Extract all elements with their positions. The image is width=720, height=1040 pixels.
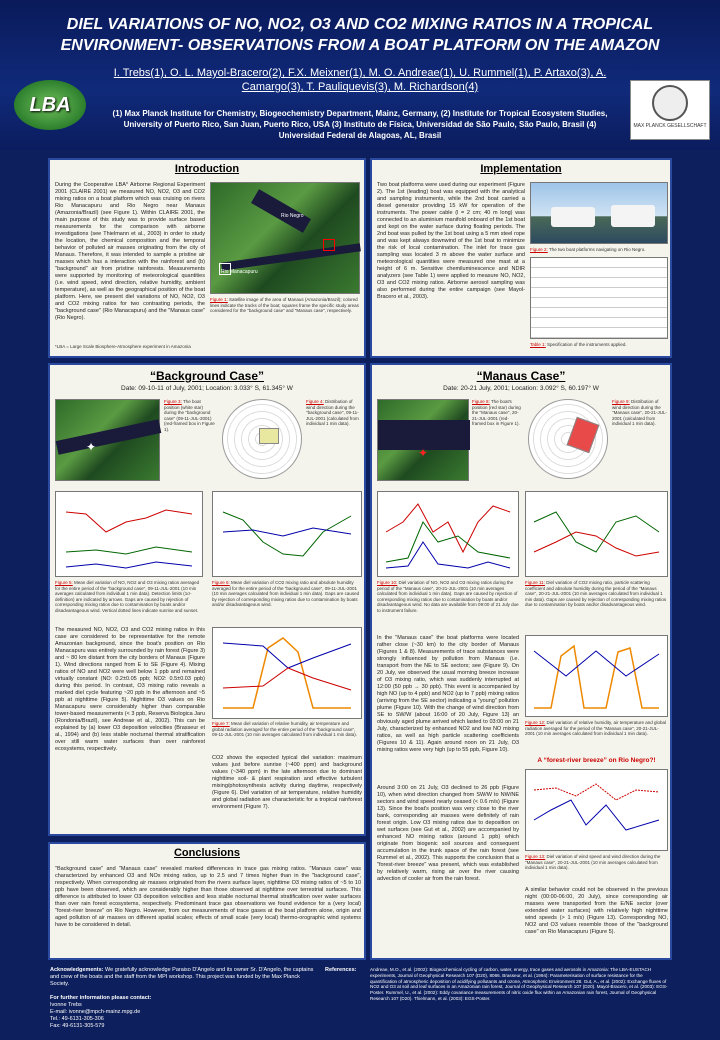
figure-6-lines [213,492,361,576]
manaus-case-text-second: Around 3:00 on 21 July, O3 declined to 26 ppb (Figure 10), when wind direction changed from SW/W to NW/NE sectors and wind speed nearly ceased (< 0.6 m/s) (Figure 13). Since the boat's position was very close to the river bank, corresponding air masses were definitely of rain forest origin. Low O3 mixing ratios due to deposition on wet surfaces (see Gut et al., 2002) are accompanied by enhanced NO mixing ratios (around 1 ppb) which originate from biogenic soil sources and consequent accumulation in the trunk space of the rain forest (see Rummel et al., 2002). This supports the conclusion that a "forest-river breeze" was present, which was established by relatively warm, rising air over the river causing advection of cooler air from the rain forest. [377,785,519,882]
figure-3-boat-position-image [55,399,160,481]
lba-footnote: *LBA = Large Scale Biosphere-Atmosphere experiment in Amazonia [55,344,191,349]
figure-3-text: The boat position (white star) during the "background case" (09-11-JUL-2001) (red-framed box in Figure 1). [164,399,215,432]
conclusions-text: "Background case" and "Manaus case" revealed marked differences in trace gas mixing ratios. "Manaus case" was characterized by enhanced O3 and NOx mixing ratios, up to 2.5 and 7 times higher than in the "background case", respectively. When corresponding air masses originated from the rivers surface layer, nighttime O3 mixing ratios of ~5 to 10 ppb have been observed, which are considerably higher than those observed at nighttime over terrestrial surfaces. This difference is attributed to lower O3 deposition velocities and less stable nocturnal thermal stratification over water surfaces than over rain forest ecosystems, respectively. Predominant trace gas observations we found evidence for a (very local) "forest-river breeze" on Rio Negro. However, from our measurements of trace gases at the boat platform alone, origin and aged pollution of air masses on different spatial scales; effects of small scale (very local) thermo-orographic wind systems have to be considered in detail. [55,866,361,928]
figure-10-label: Figure 10: [377,580,398,585]
map-label-rio-manacapuru: Rio Manacapuru [221,269,258,275]
background-case-text-right: CO2 shows the expected typical diel variation: maximum values just before sunrise (~400 ppm) and background values (~340 ppm) in the late afternoon due to dominant nighttime soil- & plant respiration and effective turbulent mixing/photosynthesis activity during daytime, respectively (Figure 6). Diel variation of air temperature, relative humidity and global radiation are characteristic for a tropical rainforest environment (Figure 7). [212,755,362,810]
conclusions-panel [48,842,366,960]
introduction-text: During the Cooperative LBA* Airborne Regional Experiment 2001 (CLAIRE 2001) we measured NO, NO2, O3 and CO2 mixing ratios on a boat platform which was cruising on rivers Rio Manacapuru and Rio Negro near Manaus (Amazonia/Brazil) (see Figure 1). Within CLAIRE 2001, the main purpose of this study was to provide surface based measurements for the comparison with airborne investigations (see Thielmann et al., 2003) in order to study the location, the chemical composition and the temporal behavior of polluted air masses originating from the city of Manaus. Therefore, it was intended to sample a pristine air masses which has a interaction with the rainforest and (b) "background" air from pristine rainforests. Measurements were supported by monitoring of meteorological quantities (i.e. wind speed, wind direction, relative humidity, ambient temperature), as well as the geographical position of the boat platform. Here, we present diel variations of NO, NO2, O3 and CO2 mixing ratios for two contrasting periods, the "background case" (Rio Manacapuru) and the "Manaus case" (Rio Negro). [55,182,205,321]
figure-4-label: Figure 4: [306,399,324,404]
affiliations: (1) Max Planck Institute for Chemistry, Biogeochemistry Department, Mainz, Germany, (2) Institute for Tropical Ecosystem Studies, University of Puerto Rico, San Juan, Puerto Rico, USA (3) Instituto de Física, Universidad de São Paulo, São Paulo, Brasil (4) Universidad Federal de Alagoas, AL, Brasil [112,109,608,140]
figure-1-caption [210,297,360,347]
figure-9-label: Figure 9: [612,399,630,404]
table-1-caption [530,342,668,348]
boat-position-star-icon: ✦ [418,446,429,460]
figure-12-plot [525,635,668,717]
implementation-panel [370,158,672,358]
figure-5-no2-series [66,547,192,554]
figure-10-text: Diel variation of NO, NO2 and O3 mixing ratios during the period of the "Manaus case", 20-21-JUL-2001 (10 min averages calculated from individual 1 min data). Gaps are caused by rejection of corresponding mixing ratios due to contamination by boats and/or disadvantageous wind. No data are available from 09:00 of 21 July due to instrument failure. [377,580,519,613]
boat-position-star-icon: ✦ [86,440,97,454]
table-1-text: Specification of the instruments applied. [547,342,627,347]
manaus-case-title: “Manaus Case” [476,369,566,383]
contact-email[interactable]: E-mail: ivonne@mpch-mainz.mpg.de [50,1009,141,1015]
figure-6-humidity-series [223,528,351,536]
wind-rose-sector [259,428,279,444]
figure-10-no2-series [386,522,510,562]
figure-11-co2-series [534,512,659,552]
figure-9-caption [612,399,668,481]
instrument-table [530,257,668,339]
introduction-panel [48,158,366,358]
figure-8-caption [472,399,522,481]
river-negro-shape [251,189,311,233]
author-list: I. Trebs(1), O. L. Mayol-Bracero(2), F.X. Meixner(1), M. O. Andreae(1), U. Rummel(1), P. Artaxo(3), A. Camargo(3), T. Pauliquevis(3), M. Richardson(4) [113,67,607,93]
figure-13-plot [525,769,668,851]
figure-12-lines [526,636,667,716]
background-case-text-left: The measured NO, NO2, O3 and CO2 mixing ratios in this case are considered to be representative for the remote Amazonian background, since the boat's position on Rio Manacapuru was entirely surrounded by rain forest (Figure 3) and ~ 80 km distant from the city borders of Manaus (Figure 1). Wind directions ranged from E to SE (Figure 4). Mixing ratios of NO and NO2 were well below 1 ppb and remained virtually constant (NO: 0.2±0.05 ppb; NO2: 0.5±0.03 ppb) during this period. In contrast, O3 mixing ratio reveals a marked diel cycle featuring ~20 ppb in the afternoon and ~5 ppb at nighttime (Figure 5). Nighttime O3 values on Rio Manacapuru were considerably higher than comparable tower-based measurements (< 3 ppb, Reserva Biologica Jaru (Rondonia/Brazil), see Andreae et al., 2002). This can be explained by (a) lower O3 deposition velocities (Brasseur et al., 1994) and (b) less stable nocturnal thermal stratification over still warm water surfaces than over rainforest ecosystems, respectively. [55,627,205,752]
figure-5-plot [55,491,203,577]
figure-7-temperature-series [223,668,351,690]
figure-1-text: Satellite image of the area of Manaus (Amazonia/Brazil); colored lines indicate the tracks of the boat; squares frame the specific study areas considered for the "background case" and "Manaus case", respectively. [210,297,359,314]
contact-name: Ivonne Trebs [50,1002,82,1008]
figure-2-label: Figure 2: [530,247,548,252]
figure-6-plot [212,491,362,577]
figure-10-lines [378,492,518,576]
figure-9-wind-rose [528,399,608,479]
figure-5-lines [56,492,202,576]
poster-header [0,0,720,150]
study-area-box-background [219,263,231,275]
manaus-case-panel [370,363,672,960]
figure-4-caption [306,399,362,481]
implementation-title: Implementation [480,163,562,175]
figure-12-text: Diel variation of relative humidity, air temperature and global radiation averaged for the period of the "Manaus case", 20-21-JUL-2001 (10 min averages calculated from individual 1 min data). [525,720,667,737]
figure-3-label: Figure 3: [164,399,182,404]
figure-11-lines [526,492,667,576]
satellite-map [210,182,360,294]
mpg-logo-text: MAX PLANCK GESELLSCHAFT [633,123,707,129]
figure-12-label: Figure 12: [525,720,546,725]
figure-5-caption [55,580,203,622]
figure-13-text: Diel variation of wind speed and wind direction during the "Manaus case", 20-21-JUL-2001 (10 min averages calculated from individual 1 min data). [525,854,661,871]
figure-6-text: Mean diel variation of CO2 mixing ratio and absolute humidity averaged for the entire period of the "background case", 09-11-JUL-2001 (10 min averages calculated from individual 1 min data). Gaps are caused by rejection of corresponding mixing ratios due to contamination by boats and/or disadvantageous wind. [212,580,360,608]
introduction-title: Introduction [174,163,240,175]
poster-footer [0,965,720,1040]
boat-1-shape [551,207,595,227]
figure-9-text: Distribution of wind direction during the "Manaus case", 20-21-JUL-2001 (calculated from individual 1 min data). [612,399,667,427]
figure-7-lines [213,628,361,718]
figure-5-label: Figure 5: [55,580,73,585]
contact-block [50,995,320,1030]
poster-title: DIEL VARIATIONS OF NO, NO2, O3 AND CO2 MIXING RATIOS IN A TROPICAL ENVIRONMENT- OBSERVATIONS FROM A BOAT PLATFORM ON THE AMAZON [60,16,660,54]
acknowledgements [50,967,320,988]
figure-6-caption [212,580,362,622]
references-text: Andreae, M.O., et al. (2002): Biogeochemical cycling of carbon, water, energy, trace gases and aerosols in Amazonia: The LBA-EUSTACH experiments, Journal of Geophysical Research 107 (D20), 8066. Brasseur, et al. (1994): Parameterisation of surface resistance for the quantification of atmospheric deposition of acidifying pollutants and ozone, Atmospheric Environment 28. Gut, A., et al. (2002): Exchange fluxes of NO2 and O3 at soil and leaf surfaces in an Amazonian rain forest, Journal of Geophysical Research 107 (D20). Mayol-Bracero, et al. (2003): EGS-Poster. Rummel, U., et al. (2002): Eddy covariance measurements of nitric oxide flux within an Amazonian rain forest, Journal of Geophysical Research 107 (D20). Thielmann, et al. (2003): EGS-Poster. [370,967,668,1001]
table-1-label: Table 1: [530,342,546,347]
figure-12-humidity-series [534,651,659,676]
minerva-emblem-icon [652,85,688,121]
figure-12-caption [525,720,668,750]
figure-11-label: Figure 11: [525,580,545,585]
manaus-case-text-main: In the "Manaus case" the boat platforms were located rather close (~30 km) to the city border of Manaus (Figures 1 & 8). Measurements of trace substances were strongly influenced by pollution from Manaus (i.e. transport from the NE to SE sectors; see (Figure 9). On 20 July, we observed the usual morning breeze increase of O3 mixing ratio, which was suddenly interrupted at 12:00 (50 ppb → 30 ppb). This event is accompanied by high NO (up to 4 ppb) and NO2 (up to 7 ppb) mixing ratios (arriving from the SE sector) indicating a "young" pollution plume (Figure 10). With the change of wind direction from SE to SW/W (about 16:00 of 20 July, Figure 13) an obviously aged plume arrived which lasted to 03:00 on 21 July, characterized by enhanced NO2 and low NO mixing ratios, as well as high particle scattering coefficients (Figures 10 & 11). Again around noon on 21 July, O3 mixing ratios were very high (up to 55 ppb, Figure 10). [377,635,519,753]
figure-8-label: Figure 8: [472,399,490,404]
figure-4-text: Distribution of wind direction during the "background case", 09-11-JUL-2001 (calculated from individual 1 min data). [306,399,359,427]
figure-2-caption [530,247,668,253]
manaus-case-subtitle: Date: 20-21 July, 2001; Location: 3.092° S, 60.197° W [443,385,599,392]
figure-4-wind-rose [222,399,302,479]
figure-11-plot [525,491,668,577]
figure-8-text: The boat's position (red star) during the "Manaus case", 20-21-JUL-2001 (red-framed box in Figure 1). [472,399,521,427]
figure-11-caption [525,580,668,630]
figure-10-o3-series [386,504,510,552]
figure-7-humidity-series [223,643,351,668]
figure-11-text: Diel variation of CO2 mixing ratio, particle scattering coefficient and absolute humidity during the period of the "Manaus case", 20-21-JUL-2001 (10 min averages calculated from individual 1 min data). Gaps are caused by rejection of corresponding mixing ratios due to contamination by boats and/or disadvantageous wind. [525,580,667,608]
figure-7-caption [212,721,362,751]
map-label-rio-negro: Rio Negro [281,213,304,219]
boat-2-shape [611,205,655,227]
figure-7-radiation-series [223,638,351,708]
contact-tel: Tel.: 49-6131-305-306 [50,1016,104,1022]
figure-1-label: Figure 1: [210,297,228,302]
figure-12-radiation-series [534,646,659,708]
contact-fax: Fax: 49-6131-305-579 [50,1023,105,1029]
figure-13-label: Figure 13: [525,854,546,859]
references-title: References: [325,967,357,973]
figure-7-label: Figure 7: [212,721,230,726]
figure-13-wind-direction-series [534,784,659,800]
acknowledgements-title: Acknowledgements: [50,967,104,973]
river-amazon-shape [221,243,361,270]
figure-13-lines [526,770,667,850]
implementation-text: Two boat platforms were used during our experiment (Figure 2). The 1st (leading) boat was equipped with the analytical and sampling instruments, while the 2nd boat carried a diesel generator providing 15 kW for operation of the instruments. The power cable (l = 2 cm; 40 m long) was connected to an aluminium manifold onboard of the 1st boat and kept on the water surface during floating periods. The 2nd boat was pulled by the 1st boat using a 5 mm steel rope and was kept always downwind of the 1st boat to minimize the risk of local contamination. The inlet for trace gas sampling was located 3 m above the water surface and meteorological quantities were measured one mast at a height of 6 m. Sensitive chemiluminescence and NDIR analyzers (see Table 1) were applied to measure NO, NO2, O3 and CO2 mixing ratios. Airborne aerosol sampling was also performed during the entire campaign (see Mayol-Bracero et al., 2003). [377,182,525,300]
study-area-box-manaus [323,239,335,251]
figure-10-plot [377,491,519,577]
background-case-panel [48,363,366,836]
acknowledgements-text: We gratefully acknowledge Paraiso D'Angelo and its owner Sr. D'Angelo, the captains and crew of the boats and the staff from the MPI workshop. This project was funded by the Max Planck Society. [50,967,314,987]
lba-logo: LBA [14,80,86,130]
figure-8-boat-position-image [377,399,469,481]
figure-6-label: Figure 6: [212,580,230,585]
background-case-subtitle: Date: 09-10-11 of July, 2001; Location: 3.033° S, 61.345° W [121,385,293,392]
figure-5-no-series [66,562,192,568]
wind-rose-sector [567,417,600,453]
forest-river-breeze-heading: A “forest-river breeze” on Rio Negro?! [537,757,656,764]
max-planck-logo [630,80,710,140]
background-case-title: “Background Case” [149,369,265,383]
figure-7-text: Mean diel variation of relative humidity, air temperature and global radiation averaged for the entire period of the "background case", 09-11-JUL-2001 (10 min averages calculated from individual 1 min data). [212,721,357,738]
conclusions-title: Conclusions [173,847,240,859]
contact-title: For further information please contact: [50,995,152,1001]
figure-13-caption [525,854,668,884]
figure-2-text: The two boat platforms navigating on Rio Negro. [548,247,646,252]
manaus-case-text-breeze: A similar behavior could not be observed in the previous night (00:00-06:00, 20 July), since corresponding air masses were transported from the E/NE sector (over extended water surfaces) with relatively high nighttime wind speeds (> 1 m/s) (Figure 13). Corresponding NO, NO2 and O3 values resemble those of the "background case" on Rio Manacapuru (Figure 5). [525,887,668,935]
figure-13-wind-speed-series [534,800,659,830]
figure-10-caption [377,580,519,630]
boat-photo [530,182,668,244]
figure-3-caption [164,399,216,481]
figure-5-o3-series [66,510,192,532]
figure-11-scattering-series [534,532,659,556]
river-shape [56,419,162,455]
figure-6-co2-series [223,512,351,556]
figure-5-text: Mean diel variation of NO, NO2 and O3 mixing ratios averaged for the entire period of the "background case", 09-11-JUL-2001 (10 min averages calculated from individual 1 min data). Detection limits (1σ-definition) are indicated by arrows. Gaps are caused by rejection of corresponding mixing ratios due to contamination by boats and/or disadvantageous wind. Vertical dotted lines indicate sunrise and sunset. [55,580,200,613]
figure-7-plot [212,627,362,719]
